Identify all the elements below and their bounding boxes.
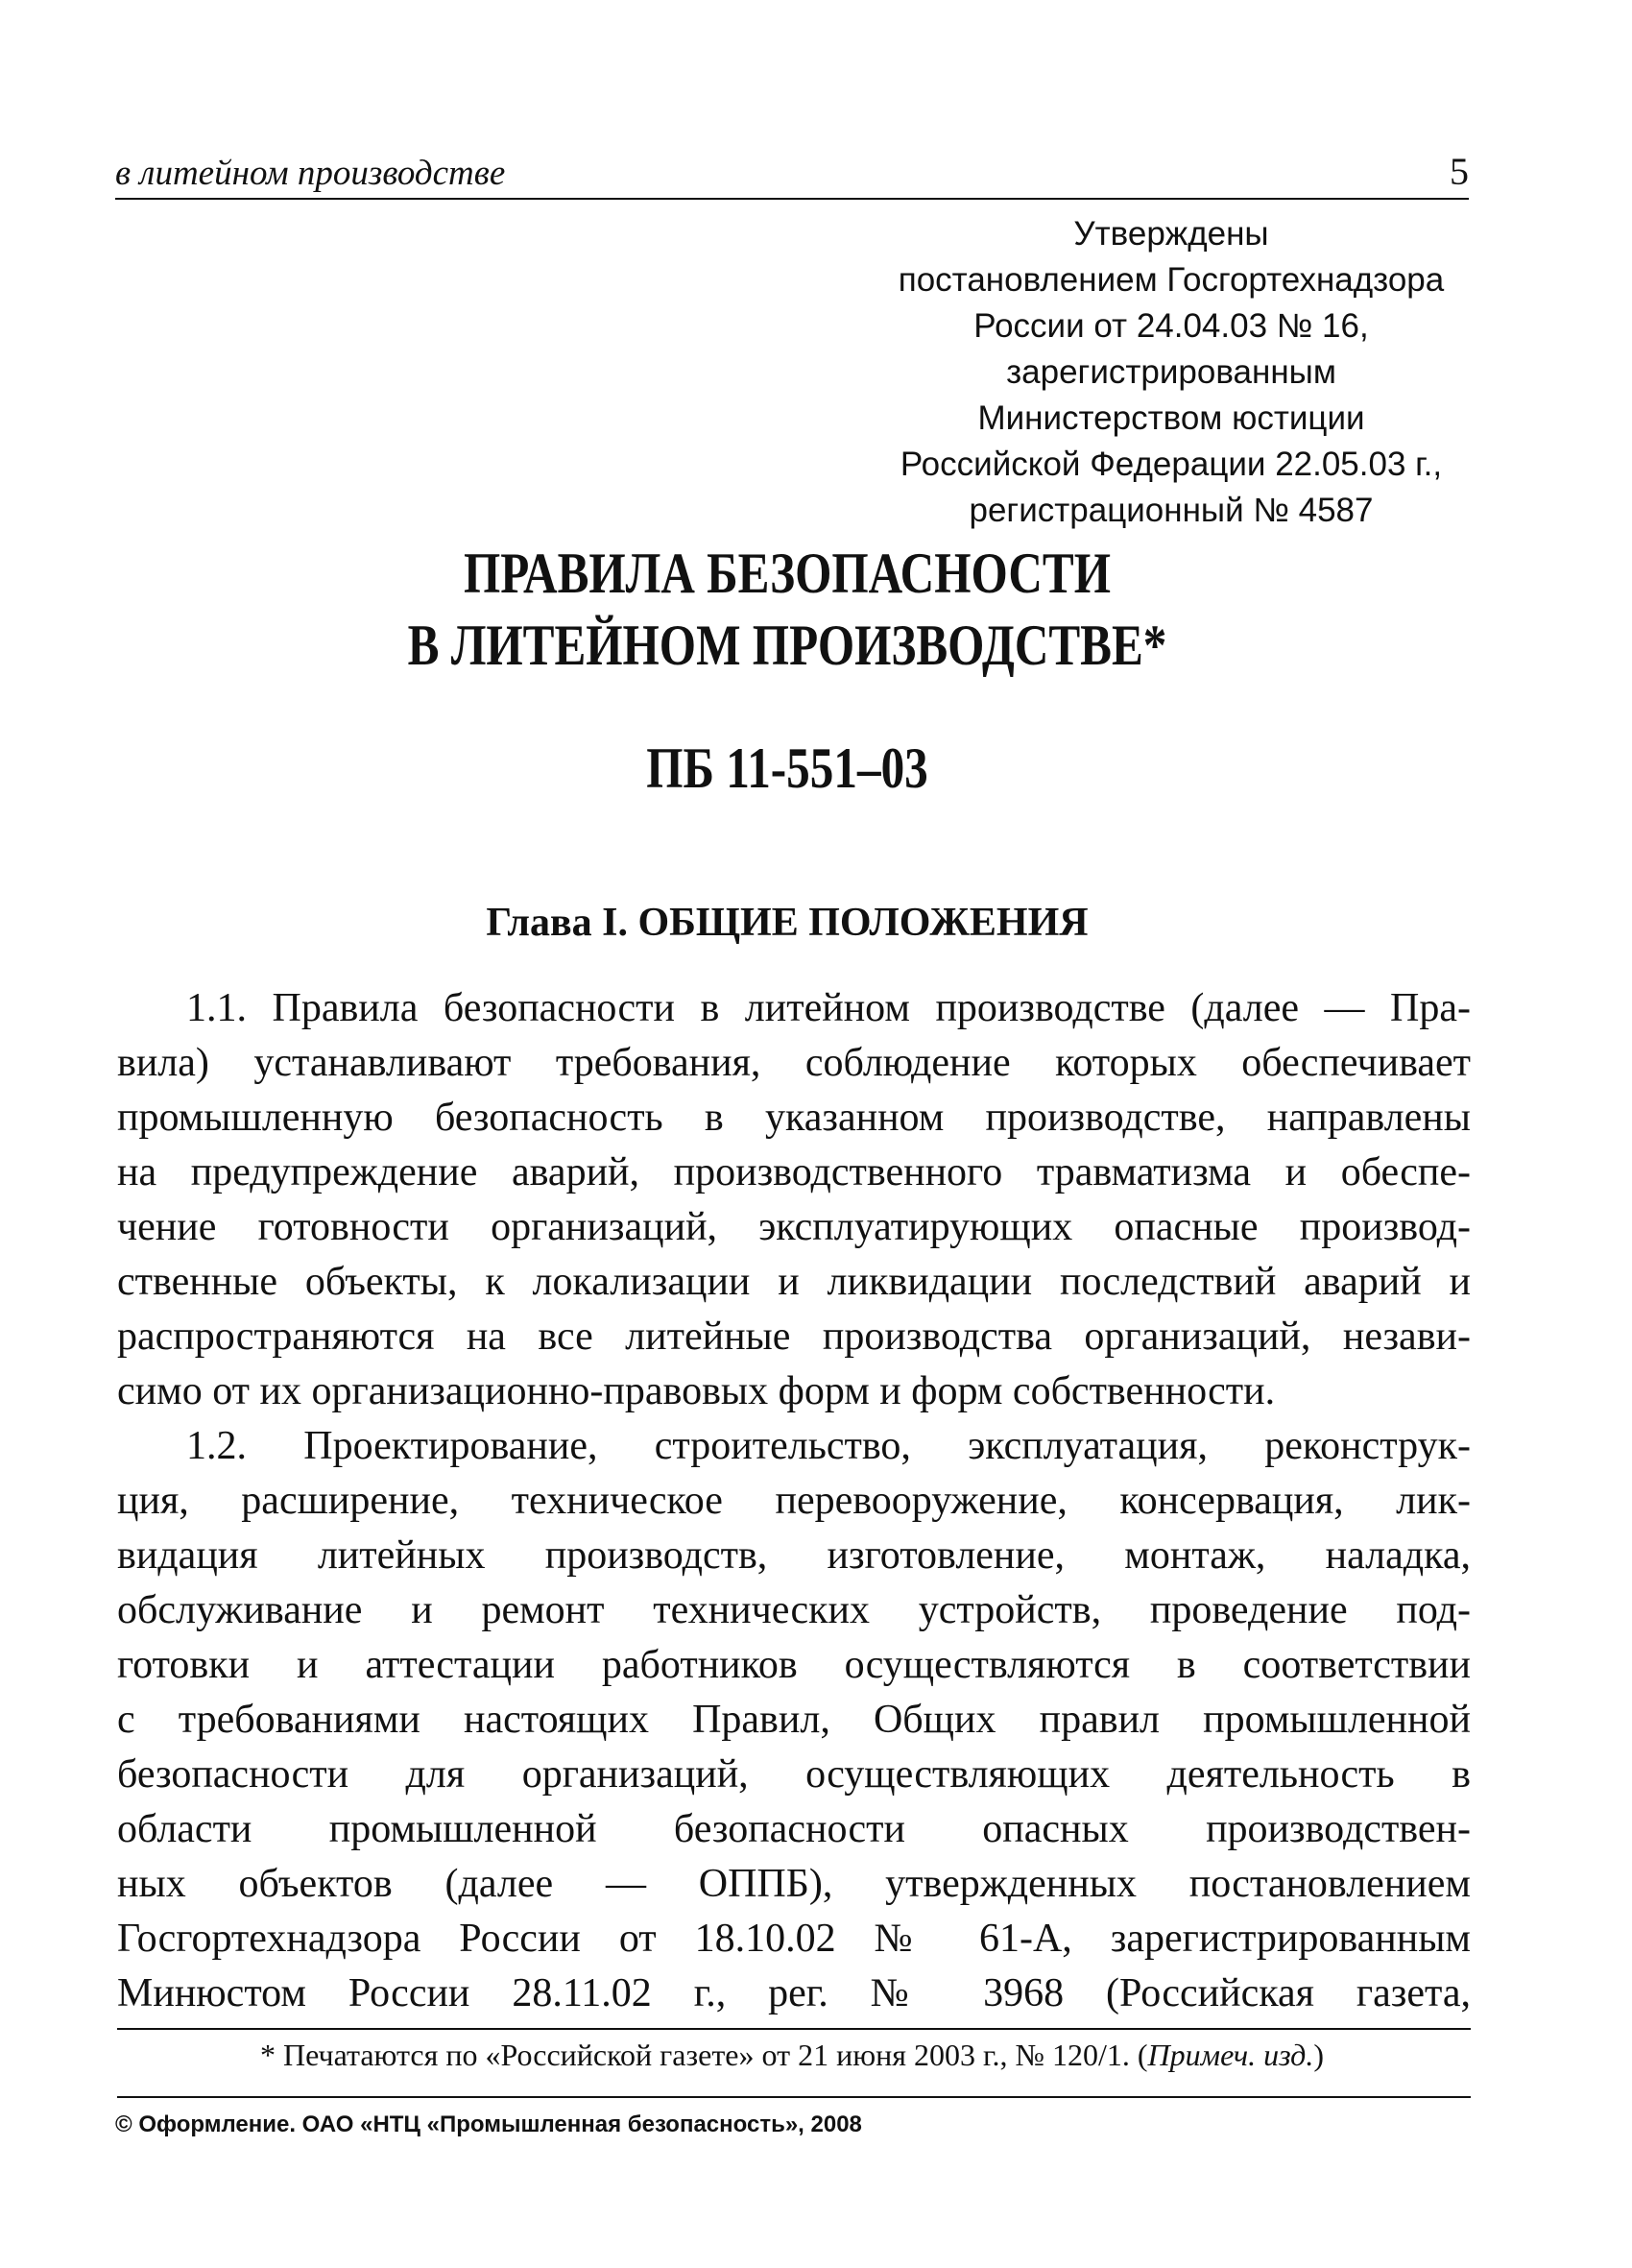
footnote-note: Примеч. изд. (1147, 2038, 1314, 2072)
document-title (401, 538, 1173, 682)
chapter-heading: Глава I. ОБЩИЕ ПОЛОЖЕНИЯ (486, 901, 1089, 945)
body-line: Минюстом России 28.11.02 г., рег. № 3968 (Российская газета, (117, 1971, 1471, 2015)
approval-line: регистрационный № 4587 (969, 492, 1374, 529)
body-line: Госгортехнадзора России от 18.10.02 № 61-А, зарегистрированным (117, 1917, 1471, 1961)
body-line: ных объектов (далее — ОППБ), утвержденных постановлением (117, 1862, 1471, 1906)
footnote-text: * Печатаются по «Российской газете» от 21 июня 2003 г., № 120/1. ( (259, 2038, 1148, 2072)
body-line: вила) устанавливают требования, соблюдение которых обеспечивает (117, 1041, 1471, 1085)
body-line: видация литейных производств, изготовление, монтаж, наладка, (117, 1533, 1471, 1578)
body-line: с требованиями настоящих Правил, Общих правил промышленной (117, 1698, 1471, 1742)
body-line: готовки и аттестации работников осуществляются в соответствии (117, 1643, 1471, 1687)
document-code: ПБ 11-551–03 (646, 736, 928, 800)
document-title-line: ПРАВИЛА БЕЗОПАСНОСТИ (464, 542, 1111, 605)
approval-line: Министерством юстиции (977, 399, 1365, 437)
page-number: 5 (1450, 150, 1469, 193)
copyright-divider (117, 2096, 1471, 2098)
body-line: 1.2. Проектирование, строительство, эксплуатация, реконструк- (186, 1424, 1471, 1468)
body-line: области промышленной безопасности опасных производствен- (117, 1807, 1471, 1851)
body-line: промышленную безопасность в указанном производстве, направлены (117, 1096, 1471, 1140)
body-text (117, 981, 1471, 2021)
footnote-close: ) (1313, 2038, 1325, 2072)
approval-line: России от 24.04.03 № 16, (973, 307, 1369, 345)
running-header (115, 144, 1469, 200)
approval-line: Российской Федерации 22.05.03 г., (900, 446, 1443, 483)
running-title: в литейном производстве (115, 154, 506, 193)
body-line: ственные объекты, к локализации и ликвидации последствий аварий и (117, 1260, 1471, 1304)
body-line: ция, расширение, техническое перевооружение, консервация, лик- (117, 1479, 1471, 1523)
footnote-divider (117, 2028, 1471, 2030)
body-line: чение готовности организаций, эксплуатирующих опасные производ- (117, 1205, 1471, 1249)
approval-line: зарегистрированным (1006, 353, 1336, 391)
approval-line: постановлением Госгортехнадзора (898, 261, 1445, 299)
body-line: распространяются на все литейные производства организаций, незави- (117, 1315, 1471, 1359)
document-title-line: В ЛИТЕЙНОМ ПРОИЗВОДСТВЕ* (407, 614, 1167, 677)
body-line: обслуживание и ремонт технических устройств, проведение под- (117, 1588, 1471, 1632)
body-line: 1.1. Правила безопасности в литейном производстве (далее — Пра- (186, 986, 1471, 1030)
body-line: симо от их организационно-правовых форм и форм собственности. (117, 1369, 1276, 1413)
footnote (115, 2034, 1469, 2076)
body-line: на предупреждение аварий, производственного травматизма и обеспе- (117, 1150, 1471, 1194)
copyright-notice: © Оформление. ОАО «НТЦ «Промышленная безопасность», 2008 (115, 2111, 862, 2137)
approval-block (864, 211, 1478, 534)
body-line: безопасности для организаций, осуществляющих деятельность в (117, 1752, 1471, 1797)
approval-line: Утверждены (1073, 215, 1269, 253)
